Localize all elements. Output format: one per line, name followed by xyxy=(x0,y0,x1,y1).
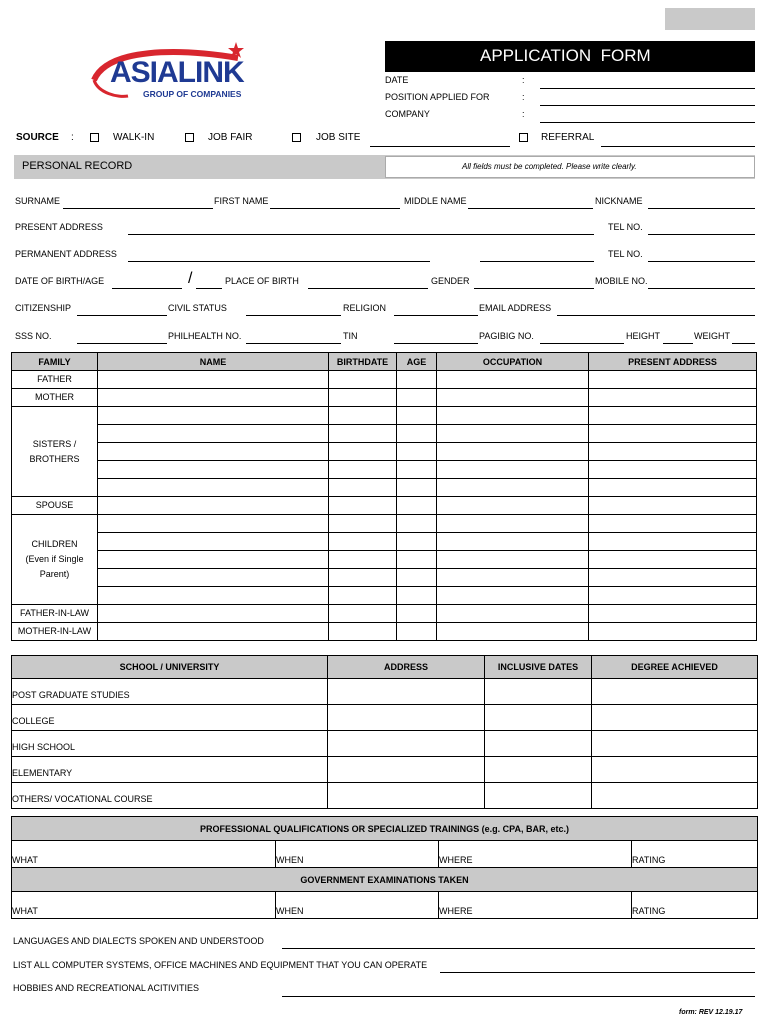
name-col-header: NAME xyxy=(98,353,329,371)
citizenship-label: CITIZENSHIP xyxy=(15,303,72,313)
education-row-label: COLLEGE xyxy=(12,705,328,731)
sss-field[interactable] xyxy=(77,343,167,344)
education-cell[interactable] xyxy=(328,757,485,783)
position-field[interactable] xyxy=(540,105,755,106)
family-cell[interactable] xyxy=(329,587,397,605)
family-table xyxy=(11,352,757,641)
first-name-label: FIRST NAME xyxy=(214,196,269,206)
mobile-field[interactable] xyxy=(648,288,755,289)
education-cell[interactable] xyxy=(485,757,592,783)
mobile-label: MOBILE NO. xyxy=(595,276,648,286)
computers-field[interactable] xyxy=(440,972,755,973)
tel-no-label-2: TEL NO. xyxy=(608,249,643,259)
trainings-rating[interactable]: RATING xyxy=(632,841,758,868)
exams-where[interactable]: WHERE xyxy=(439,892,632,919)
siblings-label-line-2: BROTHERS xyxy=(29,453,80,464)
trainings-what[interactable]: WHAT xyxy=(12,841,276,868)
email-label: EMAIL ADDRESS xyxy=(479,303,552,313)
age-field[interactable] xyxy=(196,288,222,289)
family-cell[interactable] xyxy=(98,407,329,425)
family-cell[interactable] xyxy=(437,587,589,605)
family-cell[interactable] xyxy=(397,443,437,461)
job-fair-label: JOB FAIR xyxy=(208,132,253,143)
languages-label: LANGUAGES AND DIALECTS SPOKEN AND UNDERSTOOD xyxy=(13,936,264,946)
family-cell[interactable] xyxy=(397,533,437,551)
family-cell[interactable] xyxy=(329,497,397,515)
spouse-label: SPOUSE xyxy=(12,497,98,515)
walk-in-label: WALK-IN xyxy=(113,132,155,143)
education-row-label: HIGH SCHOOL xyxy=(12,731,328,757)
nickname-field[interactable] xyxy=(648,208,755,209)
family-cell[interactable] xyxy=(98,425,329,443)
education-cell[interactable] xyxy=(592,679,758,705)
family-cell[interactable] xyxy=(437,533,589,551)
education-cell[interactable] xyxy=(485,679,592,705)
logo-tagline: GROUP OF COMPANIES xyxy=(143,89,242,99)
family-cell[interactable] xyxy=(397,515,437,533)
family-cell[interactable] xyxy=(589,389,757,407)
civil-status-field[interactable] xyxy=(246,315,341,316)
education-table xyxy=(11,655,758,809)
family-cell[interactable] xyxy=(437,497,589,515)
exams-rating[interactable]: RATING xyxy=(632,892,758,919)
inclusive-dates-col-header: INCLUSIVE DATES xyxy=(485,656,592,679)
civil-status-label: CIVIL STATUS xyxy=(168,303,227,313)
father-in-law-label: FATHER-IN-LAW xyxy=(12,605,98,623)
family-cell[interactable] xyxy=(437,461,589,479)
family-cell[interactable] xyxy=(397,479,437,497)
referral-label: REFERRAL xyxy=(541,132,595,143)
photo-box xyxy=(665,8,755,30)
family-cell[interactable] xyxy=(437,605,589,623)
family-cell[interactable] xyxy=(329,479,397,497)
permanent-address-field[interactable] xyxy=(128,261,430,262)
philhealth-label: PHILHEALTH NO. xyxy=(168,331,242,341)
family-cell[interactable] xyxy=(98,587,329,605)
family-cell[interactable] xyxy=(397,407,437,425)
dob-label: DATE OF BIRTH/AGE xyxy=(15,276,105,286)
trainings-when[interactable]: WHEN xyxy=(276,841,439,868)
job-site-field[interactable] xyxy=(370,146,510,147)
family-cell[interactable] xyxy=(98,497,329,515)
place-of-birth-field[interactable] xyxy=(308,288,428,289)
family-cell[interactable] xyxy=(589,587,757,605)
children-label-line-2: (Even if Single xyxy=(25,554,84,564)
education-cell[interactable] xyxy=(592,783,758,809)
mother-label: MOTHER xyxy=(12,389,98,407)
religion-label: RELIGION xyxy=(343,303,387,313)
degree-col-header: DEGREE ACHIEVED xyxy=(592,656,758,679)
education-cell[interactable] xyxy=(592,731,758,757)
family-cell[interactable] xyxy=(98,389,329,407)
family-cell[interactable] xyxy=(98,371,329,389)
family-cell[interactable] xyxy=(437,479,589,497)
family-cell[interactable] xyxy=(98,569,329,587)
family-cell[interactable] xyxy=(397,497,437,515)
family-cell[interactable] xyxy=(437,371,589,389)
family-cell[interactable] xyxy=(437,569,589,587)
form-title-bar xyxy=(385,41,755,72)
asialink-logo xyxy=(88,38,303,108)
siblings-label xyxy=(12,407,98,497)
tel-no-field-2[interactable] xyxy=(648,261,755,262)
education-row-label: OTHERS/ VOCATIONAL COURSE xyxy=(12,783,328,809)
company-colon: : xyxy=(522,109,525,119)
tel-no-field-1[interactable] xyxy=(648,234,755,235)
family-cell[interactable] xyxy=(329,371,397,389)
source-label: SOURCE xyxy=(16,132,59,143)
family-cell[interactable] xyxy=(589,479,757,497)
date-label: DATE xyxy=(385,75,409,85)
family-cell[interactable] xyxy=(329,551,397,569)
family-cell[interactable] xyxy=(98,623,329,641)
education-row-label: POST GRADUATE STUDIES xyxy=(12,679,328,705)
present-address-field[interactable] xyxy=(128,234,594,235)
family-cell[interactable] xyxy=(397,425,437,443)
family-cell[interactable] xyxy=(437,443,589,461)
family-cell[interactable] xyxy=(589,407,757,425)
family-cell[interactable] xyxy=(98,515,329,533)
education-cell[interactable] xyxy=(485,783,592,809)
trainings-table xyxy=(11,816,758,919)
education-cell[interactable] xyxy=(328,731,485,757)
form-revision: form: REV 12.19.17 xyxy=(679,1009,743,1016)
religion-field[interactable] xyxy=(394,315,478,316)
children-label xyxy=(12,515,98,605)
education-cell[interactable] xyxy=(485,731,592,757)
family-cell[interactable] xyxy=(329,569,397,587)
family-cell[interactable] xyxy=(397,371,437,389)
education-cell[interactable] xyxy=(328,783,485,809)
family-cell[interactable] xyxy=(437,551,589,569)
personal-record-note: All fields must be completed. Please write clearly. xyxy=(462,162,637,171)
family-cell[interactable] xyxy=(329,623,397,641)
education-row-label: ELEMENTARY xyxy=(12,757,328,783)
exams-title: GOVERNMENT EXAMINATIONS TAKEN xyxy=(12,868,758,892)
family-cell[interactable] xyxy=(437,623,589,641)
position-label: POSITION APPLIED FOR xyxy=(385,92,490,102)
first-name-field[interactable] xyxy=(270,208,400,209)
sss-label: SSS NO. xyxy=(15,331,52,341)
family-cell[interactable] xyxy=(437,389,589,407)
family-cell[interactable] xyxy=(329,533,397,551)
family-cell[interactable] xyxy=(589,461,757,479)
family-cell[interactable] xyxy=(397,623,437,641)
education-cell[interactable] xyxy=(592,705,758,731)
school-col-header: SCHOOL / UNIVERSITY xyxy=(12,656,328,679)
hobbies-field[interactable] xyxy=(282,996,755,997)
computers-label: LIST ALL COMPUTER SYSTEMS, OFFICE MACHINES AND EQUIPMENT THAT YOU CAN OPERATE xyxy=(13,960,428,970)
weight-label: WEIGHT xyxy=(694,331,730,341)
family-cell[interactable] xyxy=(589,443,757,461)
family-cell[interactable] xyxy=(397,605,437,623)
children-label-line-3: Parent) xyxy=(39,569,70,579)
personal-record-title: PERSONAL RECORD xyxy=(22,160,133,172)
height-label: HEIGHT xyxy=(626,331,661,341)
job-fair-checkbox[interactable] xyxy=(185,133,194,142)
family-cell[interactable] xyxy=(329,443,397,461)
family-cell[interactable] xyxy=(98,461,329,479)
tin-label: TIN xyxy=(343,331,358,341)
logo-brand-text: ASIALINK xyxy=(110,56,244,89)
family-cell[interactable] xyxy=(437,407,589,425)
source-colon: : xyxy=(71,132,74,143)
tel-no-label-1: TEL NO. xyxy=(608,222,643,232)
dob-slash: / xyxy=(188,270,193,287)
dob-field[interactable] xyxy=(112,288,182,289)
date-colon: : xyxy=(522,75,525,85)
gender-field[interactable] xyxy=(474,288,594,289)
trainings-title: PROFESSIONAL QUALIFICATIONS OR SPECIALIZED TRAININGS (e.g. CPA, BAR, etc.) xyxy=(12,817,758,841)
height-field[interactable] xyxy=(663,343,693,344)
family-cell[interactable] xyxy=(329,407,397,425)
family-cell[interactable] xyxy=(329,389,397,407)
pagibig-field[interactable] xyxy=(540,343,624,344)
siblings-label-line-1: SISTERS / xyxy=(32,438,77,449)
place-of-birth-label: PLACE OF BIRTH xyxy=(225,276,299,286)
family-cell[interactable] xyxy=(98,533,329,551)
family-col-header: FAMILY xyxy=(12,353,98,371)
family-cell[interactable] xyxy=(589,623,757,641)
languages-field[interactable] xyxy=(282,948,755,949)
family-cell[interactable] xyxy=(589,569,757,587)
citizenship-field[interactable] xyxy=(77,315,167,316)
philhealth-field[interactable] xyxy=(246,343,341,344)
family-cell[interactable] xyxy=(589,425,757,443)
email-field[interactable] xyxy=(557,315,755,316)
present-address-col-header: PRESENT ADDRESS xyxy=(589,353,757,371)
position-colon: : xyxy=(522,92,525,102)
family-cell[interactable] xyxy=(397,389,437,407)
family-cell[interactable] xyxy=(589,533,757,551)
middle-name-label: MIDDLE NAME xyxy=(404,196,467,206)
permanent-address-label: PERMANENT ADDRESS xyxy=(15,249,117,259)
birthdate-col-header: BIRTHDATE xyxy=(329,353,397,371)
referral-field[interactable] xyxy=(601,146,755,147)
education-cell[interactable] xyxy=(592,757,758,783)
surname-field[interactable] xyxy=(63,208,213,209)
exams-what[interactable]: WHAT xyxy=(12,892,276,919)
family-cell[interactable] xyxy=(98,605,329,623)
walk-in-checkbox[interactable] xyxy=(90,133,99,142)
family-cell[interactable] xyxy=(589,551,757,569)
family-cell[interactable] xyxy=(437,515,589,533)
company-label: COMPANY xyxy=(385,109,430,119)
date-field[interactable] xyxy=(540,88,755,89)
surname-label: SURNAME xyxy=(15,196,61,206)
family-cell[interactable] xyxy=(397,569,437,587)
tin-field[interactable] xyxy=(394,343,478,344)
mother-in-law-label: MOTHER-IN-LAW xyxy=(12,623,98,641)
address-col-header: ADDRESS xyxy=(328,656,485,679)
company-field[interactable] xyxy=(540,122,755,123)
occupation-col-header: OCCUPATION xyxy=(437,353,589,371)
present-address-label: PRESENT ADDRESS xyxy=(15,222,103,232)
family-cell[interactable] xyxy=(397,461,437,479)
family-cell[interactable] xyxy=(437,425,589,443)
children-label-line-1: CHILDREN xyxy=(31,539,78,549)
nickname-label: NICKNAME xyxy=(595,196,643,206)
family-cell[interactable] xyxy=(589,497,757,515)
family-cell[interactable] xyxy=(329,605,397,623)
family-cell[interactable] xyxy=(98,443,329,461)
family-cell[interactable] xyxy=(329,515,397,533)
family-cell[interactable] xyxy=(589,515,757,533)
family-cell[interactable] xyxy=(98,479,329,497)
family-cell[interactable] xyxy=(329,461,397,479)
permanent-address-field-2[interactable] xyxy=(480,261,594,262)
trainings-where[interactable]: WHERE xyxy=(439,841,632,868)
family-cell[interactable] xyxy=(98,551,329,569)
family-cell[interactable] xyxy=(397,551,437,569)
education-cell[interactable] xyxy=(485,705,592,731)
job-site-label: JOB SITE xyxy=(316,132,361,143)
form-title: APPLICATION FORM xyxy=(480,46,651,65)
family-cell[interactable] xyxy=(397,587,437,605)
family-cell[interactable] xyxy=(329,425,397,443)
exams-when[interactable]: WHEN xyxy=(276,892,439,919)
father-label: FATHER xyxy=(12,371,98,389)
middle-name-field[interactable] xyxy=(468,208,593,209)
education-cell[interactable] xyxy=(328,679,485,705)
hobbies-label: HOBBIES AND RECREATIONAL ACITIVITIES xyxy=(13,983,200,993)
gender-label: GENDER xyxy=(431,276,470,286)
age-col-header: AGE xyxy=(397,353,437,371)
job-site-checkbox[interactable] xyxy=(292,133,301,142)
pagibig-label: PAGIBIG NO. xyxy=(479,331,534,341)
weight-field[interactable] xyxy=(732,343,755,344)
family-cell[interactable] xyxy=(589,605,757,623)
family-cell[interactable] xyxy=(589,371,757,389)
referral-checkbox[interactable] xyxy=(519,133,528,142)
education-cell[interactable] xyxy=(328,705,485,731)
